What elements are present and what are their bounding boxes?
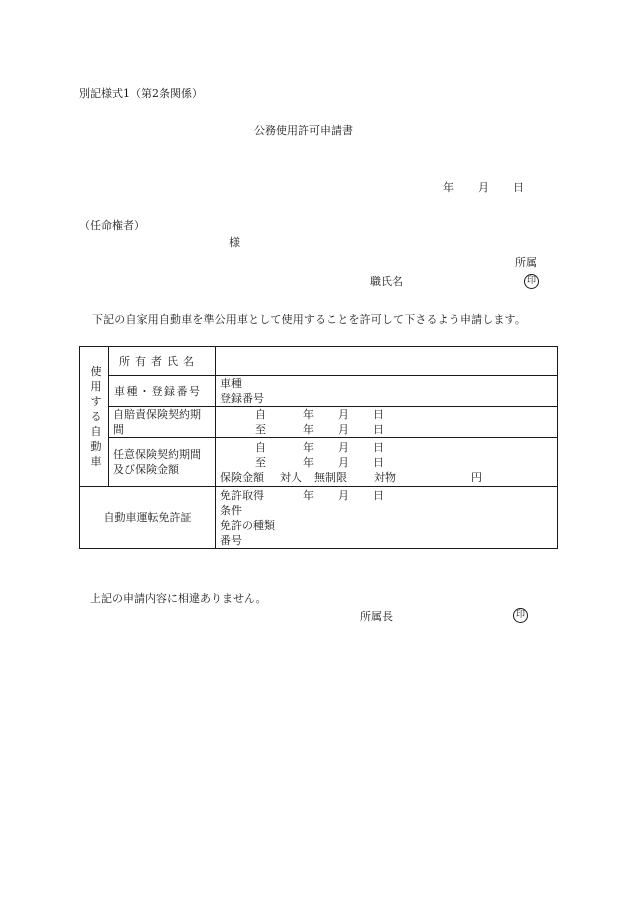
drivers-license-field[interactable]: 免許取得 年 月 日 条件 免許の種類 番号 <box>216 487 558 549</box>
honorific: 様 <box>229 236 240 249</box>
date-day-label: 日 <box>513 181 524 194</box>
chief-label: 所属長 <box>360 610 393 623</box>
application-table: 使 用 す る 自 動 車 所有者氏名 車種・登録番号 車種 登録番号 自賠責保険契約期 間 自 年 月 日 至 年 月 日 任意保険契約期間 及び保険金額 自 年 月 日 至 年 月 日 保険金額 対人 無制限 対物 円 自動車運転免許証 免許取得 年 月 日 条件 免許の種類 番号 <box>79 346 558 549</box>
compulsory-insurance-period-field[interactable]: 自 年 月 日 至 年 月 日 <box>216 407 558 438</box>
insurance-amount-line: 保険金額 対人 無制限 対物 円 <box>220 470 482 484</box>
seal-icon: 印 <box>513 608 528 623</box>
owner-name-label: 所有者氏名 <box>119 354 199 368</box>
compulsory-insurance-label: 自賠責保険契約期 <box>113 408 201 421</box>
document-title: 公務使用許可申請書 <box>254 124 353 137</box>
vehicle-type-registration-field[interactable] <box>216 376 558 407</box>
date-year-label: 年 <box>443 181 454 194</box>
job-name-label: 職氏名 <box>370 275 403 288</box>
registration-number-label: 登録番号 <box>220 392 264 405</box>
application-date <box>443 182 524 193</box>
voluntary-insurance-field[interactable]: 自 年 月 日 至 年 月 日 保険金額 対人 無制限 対物 円 <box>216 438 558 487</box>
form-label: 別記様式1（第2条関係） <box>79 87 203 100</box>
affiliation-label: 所属 <box>515 256 537 269</box>
vehicle-group-label: 使 用 す る 自 動 車 <box>80 347 109 487</box>
vehicle-type-registration-label: 車種・登録番号 <box>114 384 202 398</box>
request-text: 下記の自家用自動車を準公用車として使用することを許可して下さるよう申請します。 <box>92 313 526 326</box>
addressee: （任命権者） <box>79 219 145 232</box>
vehicle-type-label: 車種 <box>220 377 242 390</box>
confirmation-text: 上記の申請内容に相違ありません。 <box>90 592 267 605</box>
voluntary-insurance-label: 任意保険契約期間 <box>113 448 201 461</box>
seal-icon: 印 <box>524 274 539 289</box>
date-month-label: 月 <box>478 181 489 194</box>
drivers-license-label: 自動車運転免許証 <box>103 511 192 524</box>
owner-name-field[interactable] <box>216 347 558 376</box>
